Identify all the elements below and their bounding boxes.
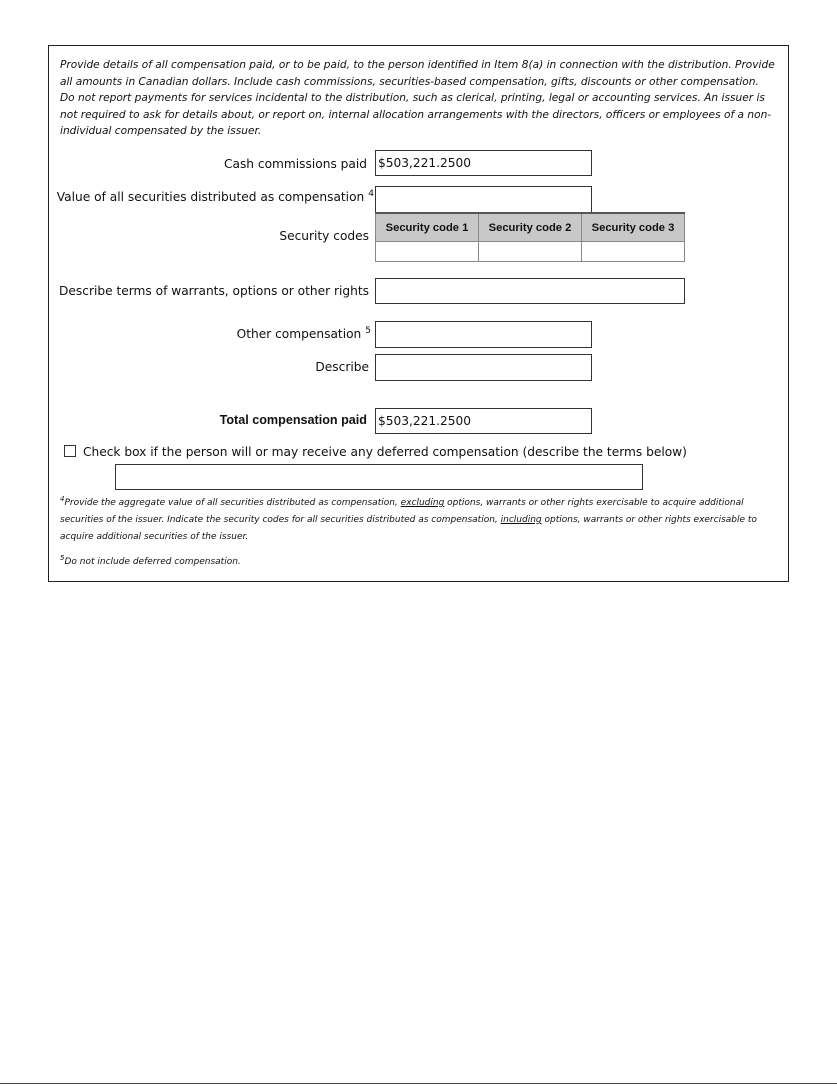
- warrants-terms-field[interactable]: [375, 278, 685, 304]
- securities-value-label-text: Value of all securities distributed as compensation: [56, 190, 365, 205]
- total-compensation-label: Total compensation paid: [219, 413, 367, 427]
- instructions-text: Provide details of all compensation paid, or to be paid, to the person identified in Item 8(a) in connection with the distribution. Provide all amounts in Canadian dollars. Include cash commissions, securities-based compensation, gifts, discounts or other compensation. Do not report payments for services incidental to the distribution, such as clerical, printing, legal or accounting services. An issuer is not required to ask for details about, or report on, internal allocation arrangements with the directors, officers or employees of a non-individual compensated by the issuer.: [60, 59, 775, 138]
- cash-commissions-label: Cash commissions paid: [223, 157, 367, 171]
- footnote-4-excluding: excluding: [400, 498, 445, 508]
- cash-commissions-field[interactable]: $503,221.2500: [375, 150, 592, 176]
- other-compensation-label-text: Other compensation: [236, 327, 362, 342]
- footnote-4-marker: 4: [368, 189, 374, 199]
- footnote-4-text-c: options, warrants or other rights exercisable to acquire additional securities of the issuer.: [60, 515, 757, 542]
- page-bottom-rule: [0, 1083, 837, 1084]
- security-codes-table: [375, 212, 685, 262]
- footnote-5-text: Do not include deferred compensation.: [64, 557, 241, 567]
- security-code-3-field[interactable]: [582, 242, 685, 262]
- security-code-2-header: Security code 2: [479, 213, 582, 242]
- securities-value-label: [57, 189, 374, 204]
- other-compensation-field[interactable]: [375, 321, 592, 348]
- securities-value-field[interactable]: [375, 186, 592, 213]
- footnote-4-text-b: options, warrants or other rights exercisable to acquire additional securities of the issuer. Indicate the security codes for all securities distributed as compensation,: [60, 498, 744, 525]
- footnote-4: [60, 491, 775, 546]
- security-code-1-field[interactable]: [376, 242, 479, 262]
- security-code-1-header: Security code 1: [376, 213, 479, 242]
- footnote-5-marker: 5: [365, 326, 371, 336]
- security-code-3-header: Security code 3: [582, 213, 685, 242]
- footnote-5-number: 5: [60, 554, 65, 562]
- deferred-compensation-checkbox[interactable]: [64, 445, 76, 457]
- security-code-2-field[interactable]: [479, 242, 582, 262]
- total-compensation-field[interactable]: $503,221.2500: [375, 408, 592, 434]
- describe-field[interactable]: [375, 354, 592, 381]
- footnote-4-number: 4: [60, 495, 65, 503]
- footnote-4-including: including: [500, 515, 542, 525]
- footnote-4-text-a: Provide the aggregate value of all securities distributed as compensation,: [64, 498, 401, 508]
- deferred-compensation-label: Check box if the person will or may receive any deferred compensation (describe the terms below): [83, 445, 687, 459]
- footnotes: [60, 491, 775, 571]
- describe-label: Describe: [315, 360, 369, 374]
- other-compensation-label: [237, 326, 371, 341]
- deferred-terms-field[interactable]: [115, 464, 643, 490]
- footnote-5: [60, 550, 775, 571]
- security-codes-label: Security codes: [279, 229, 369, 243]
- warrants-terms-label: Describe terms of warrants, options or other rights: [59, 284, 369, 298]
